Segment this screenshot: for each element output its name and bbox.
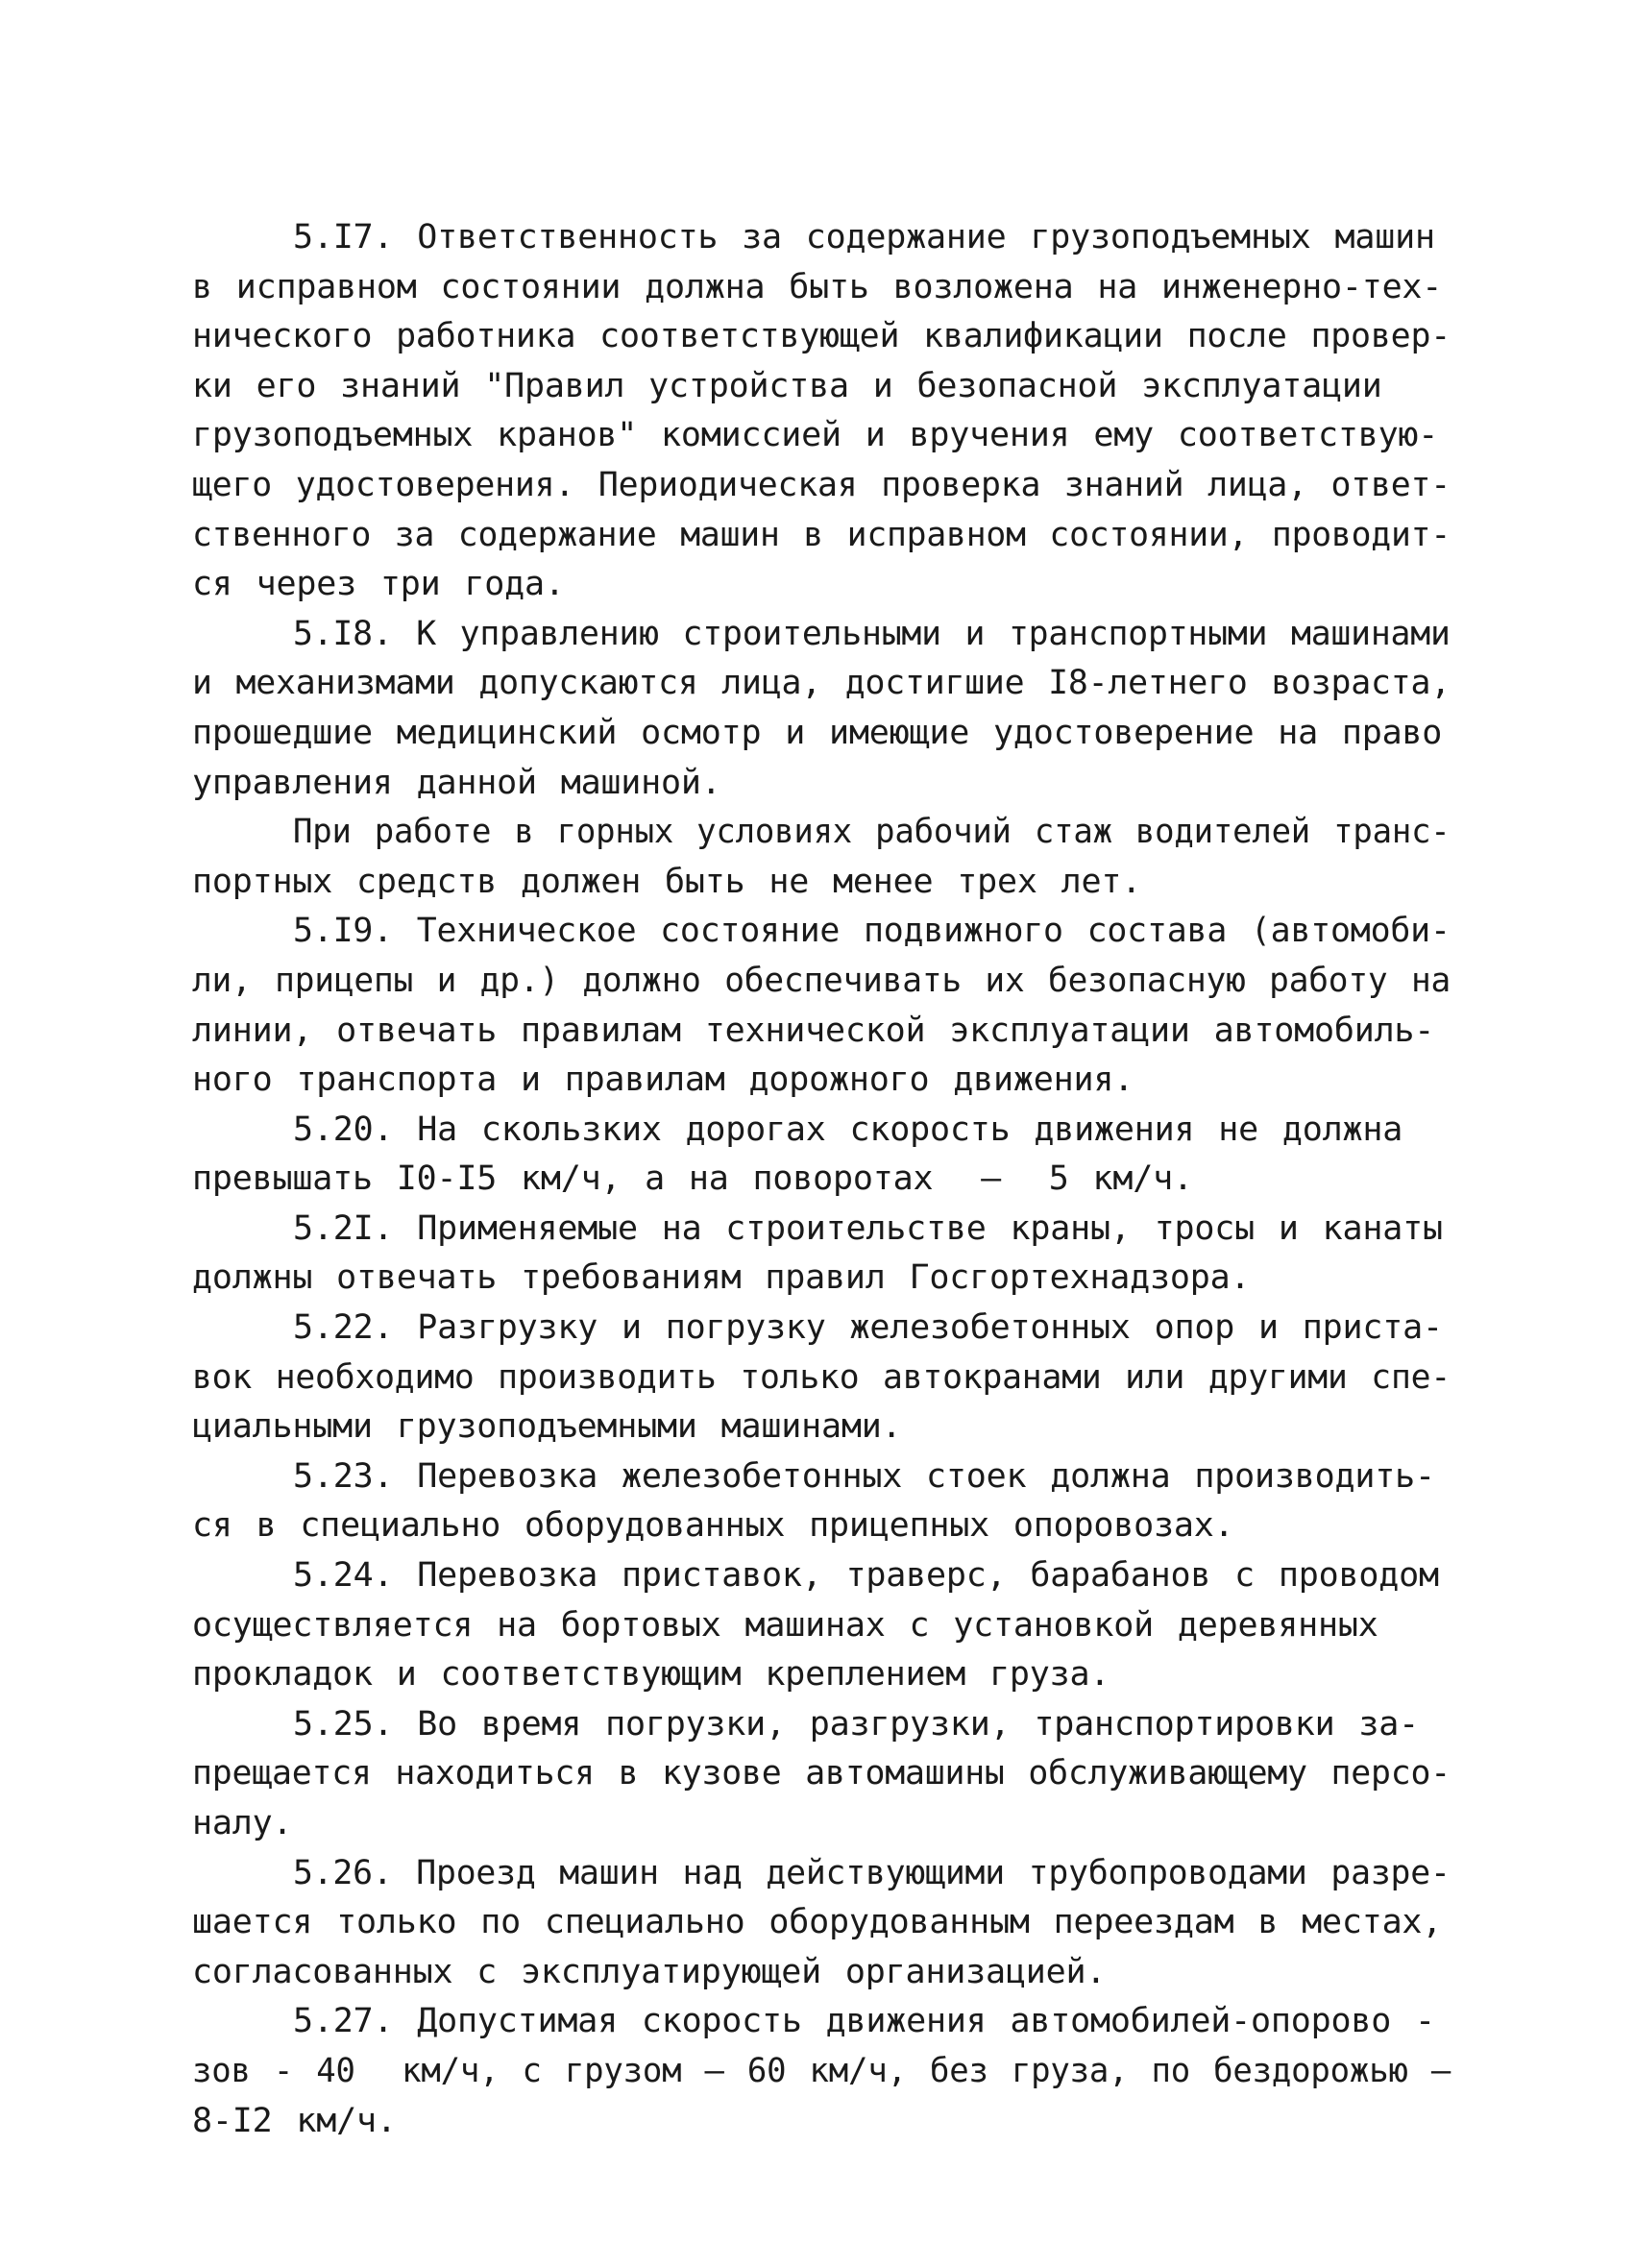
text-line: в исправном состоянии должна быть возложена на инженерно-тех-: [192, 267, 1443, 306]
text-line: согласованных с эксплуатирующей организацией.: [192, 1952, 1107, 1991]
text-line: линии, отвечать правилам технической эксплуатации автомобиль-: [192, 1011, 1435, 1050]
text-line: прещается находиться в кузове автомашины обслуживающему персо-: [192, 1754, 1451, 1793]
text-line: нического работника соответствующей квалификации после провер-: [192, 317, 1451, 356]
text-line: грузоподъемных кранов" комиссией и вручения ему соответствую-: [192, 416, 1439, 455]
text-line: щего удостоверения. Периодическая проверка знаний лица, ответ-: [192, 465, 1451, 504]
text-line: 5.20. На скользких дорогах скорость движения не должна: [293, 1110, 1403, 1149]
text-line: 5.I8. К управлению строительными и транспортными машинами: [293, 614, 1451, 653]
text-line: ся в специально оборудованных прицепных опоровозах.: [192, 1506, 1234, 1546]
text-line: прокладок и соответствующим креплением груза.: [192, 1655, 1110, 1695]
text-line: осуществляется на бортовых машинах с установкой деревянных: [192, 1605, 1378, 1645]
text-line: зов - 40 км/ч, с грузом – 60 км/ч, без груза, по бездорожью –: [192, 2051, 1451, 2090]
text-line: шается только по специально оборудованным переездам в местах,: [192, 1903, 1443, 1942]
text-line: должны отвечать требованиям правил Госгортехнадзора.: [192, 1258, 1251, 1298]
text-line: ли, прицепы и др.) должно обеспечивать их безопасную работу на: [192, 961, 1451, 1000]
text-line: портных средств должен быть не менее трех лет.: [192, 862, 1142, 901]
text-line: 5.I7. Ответственность за содержание грузоподъемных машин: [293, 218, 1435, 256]
text-line: 5.I9. Техническое состояние подвижного состава (автомоби-: [293, 912, 1451, 951]
text-line: 8-I2 км/ч.: [192, 2101, 397, 2140]
text-line: 5.25. Во время погрузки, разгрузки, транспортировки за-: [293, 1704, 1419, 1744]
text-line: При работе в горных условиях рабочий стаж водителей транс-: [293, 813, 1451, 852]
text-line: 5.22. Разгрузку и погрузку железобетонных опор и пристa-: [293, 1308, 1443, 1348]
text-line: 5.24. Перевозка приставок, траверс, барабанов с проводом: [293, 1556, 1439, 1596]
text-line: прошедшие медицинский осмотр и имеющие удостоверение на право: [192, 713, 1443, 752]
text-line: управления данной машиной.: [192, 763, 721, 802]
text-line: 5.23. Перевозка железобетонных стоек должна производить-: [293, 1456, 1435, 1496]
text-line: 5.27. Допустимая скорость движения автомобилей-опорово -: [293, 2002, 1435, 2041]
text-line: ственного за содержание машин в исправном состоянии, проводит-: [192, 515, 1451, 554]
text-line: ного транспорта и правилам дорожного движения.: [192, 1061, 1134, 1100]
text-line: превышать I0-I5 км/ч, а на поворотах – 5 км/ч.: [192, 1159, 1193, 1199]
text-line: налу.: [192, 1804, 293, 1842]
text-line: ся через три года.: [192, 565, 565, 604]
text-line: и механизмами допускаются лица, достигшие I8-летнего возраста,: [192, 664, 1451, 703]
text-line: вок необходимо производить только автокранами или другими спе-: [192, 1357, 1451, 1397]
text-line: ки его знаний "Правил устройства и безопасной эксплуатации: [192, 366, 1382, 405]
text-line: 5.26. Проезд машин над действующими трубопроводами разре-: [293, 1853, 1451, 1892]
document-body: [192, 213, 1451, 2146]
text-line: 5.2I. Применяемые на строительстве краны, тросы и канаты: [293, 1208, 1443, 1248]
text-line: циальными грузоподъемными машинами.: [192, 1407, 902, 1447]
